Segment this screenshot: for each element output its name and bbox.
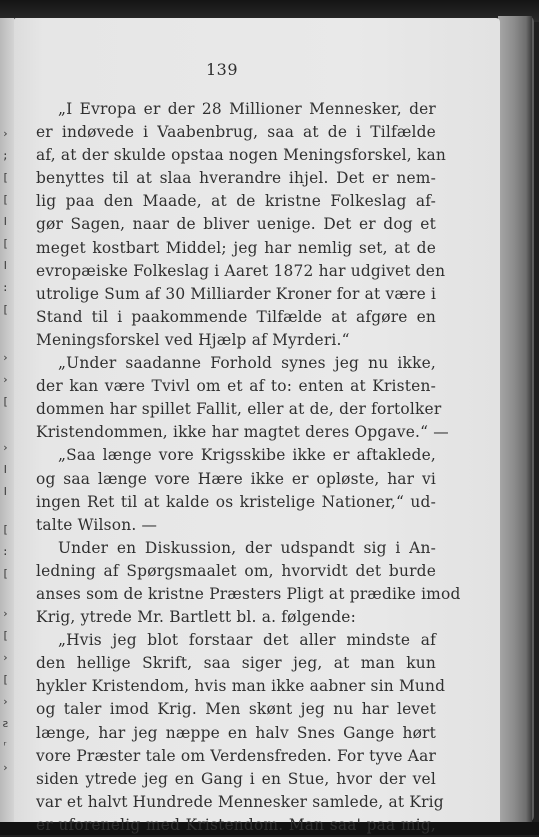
page-text-body xyxy=(36,98,461,837)
text-line: „Saa længe vore Krigsskibe ikke er aftaklede, xyxy=(58,446,436,465)
text-line: dommen har spillet Fallit, eller at de, der fortolker xyxy=(36,400,442,419)
text-line: længe, har jeg næppe en halv Snes Gange hørt xyxy=(36,723,436,742)
text-line: var et halvt Hundrede Mennesker samlede, at Krig xyxy=(36,792,444,811)
edge-mark: › xyxy=(2,607,9,620)
previous-page-edge-marks xyxy=(0,0,14,835)
text-line: er indøvede i Vaabenbrug, saa at de i Tilfælde xyxy=(36,123,436,142)
text-line: og taler imod Krig. Men skønt jeg nu har levet xyxy=(36,700,436,719)
edge-mark: ƨ xyxy=(2,717,9,730)
edge-mark: [ xyxy=(2,237,9,250)
edge-mark: [ xyxy=(2,629,9,642)
text-line: ledning af Spørgsmaalet om, hvorvidt det burde xyxy=(36,561,436,580)
page-number: 139 xyxy=(205,60,239,79)
edge-mark: : xyxy=(2,281,9,294)
text-line: Meningsforskel ved Hjælp af Myrderi.“ xyxy=(36,330,350,349)
edge-mark: [ xyxy=(2,567,9,580)
text-line: benyttes til at slaa hverandre ihjel. Det er nem- xyxy=(36,169,436,188)
text-line: og saa længe vore Hære ikke er opløste, har vi xyxy=(36,469,436,488)
edge-mark: › xyxy=(2,373,9,386)
edge-mark: ; xyxy=(2,149,9,162)
text-line: siden ytrede jeg en Gang i en Stue, hvor der vel xyxy=(36,769,436,788)
edge-mark: ǀ xyxy=(2,463,9,476)
text-line: vore Præster tale om Verdensfreden. For tyve Aar xyxy=(36,746,436,765)
text-line: den hellige Skrift, saa siger jeg, at man kun xyxy=(36,654,436,673)
text-line: Krig, ytrede Mr. Bartlett bl. a. følgende: xyxy=(36,608,356,627)
edge-mark: [ xyxy=(2,523,9,536)
edge-mark: [ xyxy=(2,193,9,206)
text-line: lig paa den Maade, at de kristne Folkeslag af- xyxy=(36,192,436,211)
edge-mark: ǀ xyxy=(2,215,9,228)
edge-mark: › xyxy=(2,651,9,664)
edge-mark: › xyxy=(2,695,9,708)
edge-mark: › xyxy=(2,441,9,454)
edge-mark: ǀ xyxy=(2,485,9,498)
text-line: „Hvis jeg blot forstaar det aller mindste af xyxy=(58,631,436,650)
text-line: evropæiske Folkeslag i Aaret 1872 har udgivet den xyxy=(36,261,446,280)
edge-mark: [ xyxy=(2,171,9,184)
text-line: Stand til i paakommende Tilfælde at afgøre en xyxy=(36,307,436,326)
edge-mark: [ xyxy=(2,303,9,316)
edge-mark: › xyxy=(2,761,9,774)
text-line: af, at der skulde opstaa nogen Meningsforskel, kan xyxy=(36,146,447,165)
edge-mark: ǀ xyxy=(2,259,9,272)
edge-mark: [ xyxy=(2,673,9,686)
edge-mark: : xyxy=(2,545,9,558)
text-line: Under en Diskussion, der udspandt sig i An- xyxy=(58,538,436,557)
edge-mark: ʳ xyxy=(2,739,9,752)
text-line: Kristendommen, ikke har magtet deres Opgave.“ — xyxy=(36,423,449,442)
edge-mark: › xyxy=(2,351,9,364)
text-line: meget kostbart Middel; jeg har nemlig set, at de xyxy=(36,238,436,257)
text-line: er uforenelig med Kristendom. Man saa' paa mig, xyxy=(36,815,436,834)
text-line: anses som de kristne Præsters Pligt at prædike imod xyxy=(36,584,461,603)
text-line: ingen Ret til at kalde os kristelige Nationer,“ ud- xyxy=(36,492,436,511)
edge-mark: › xyxy=(2,127,9,140)
edge-mark: [ xyxy=(2,395,9,408)
text-line: „Under saadanne Forhold synes jeg nu ikke, xyxy=(58,354,436,373)
text-line: gør Sagen, naar de bliver uenige. Det er dog et xyxy=(36,215,436,234)
text-line: der kan være Tvivl om et af to: enten at Kristen- xyxy=(36,377,436,396)
text-line: talte Wilson. — xyxy=(36,515,158,534)
text-line: „I Evropa er der 28 Millioner Mennesker, der xyxy=(58,100,436,118)
book-page-edge xyxy=(498,16,534,822)
text-line: utrolige Sum af 30 Milliarder Kroner for at være i xyxy=(36,284,437,303)
text-line: hykler Kristendom, hvis man ikke aabner sin Mund xyxy=(36,677,446,696)
